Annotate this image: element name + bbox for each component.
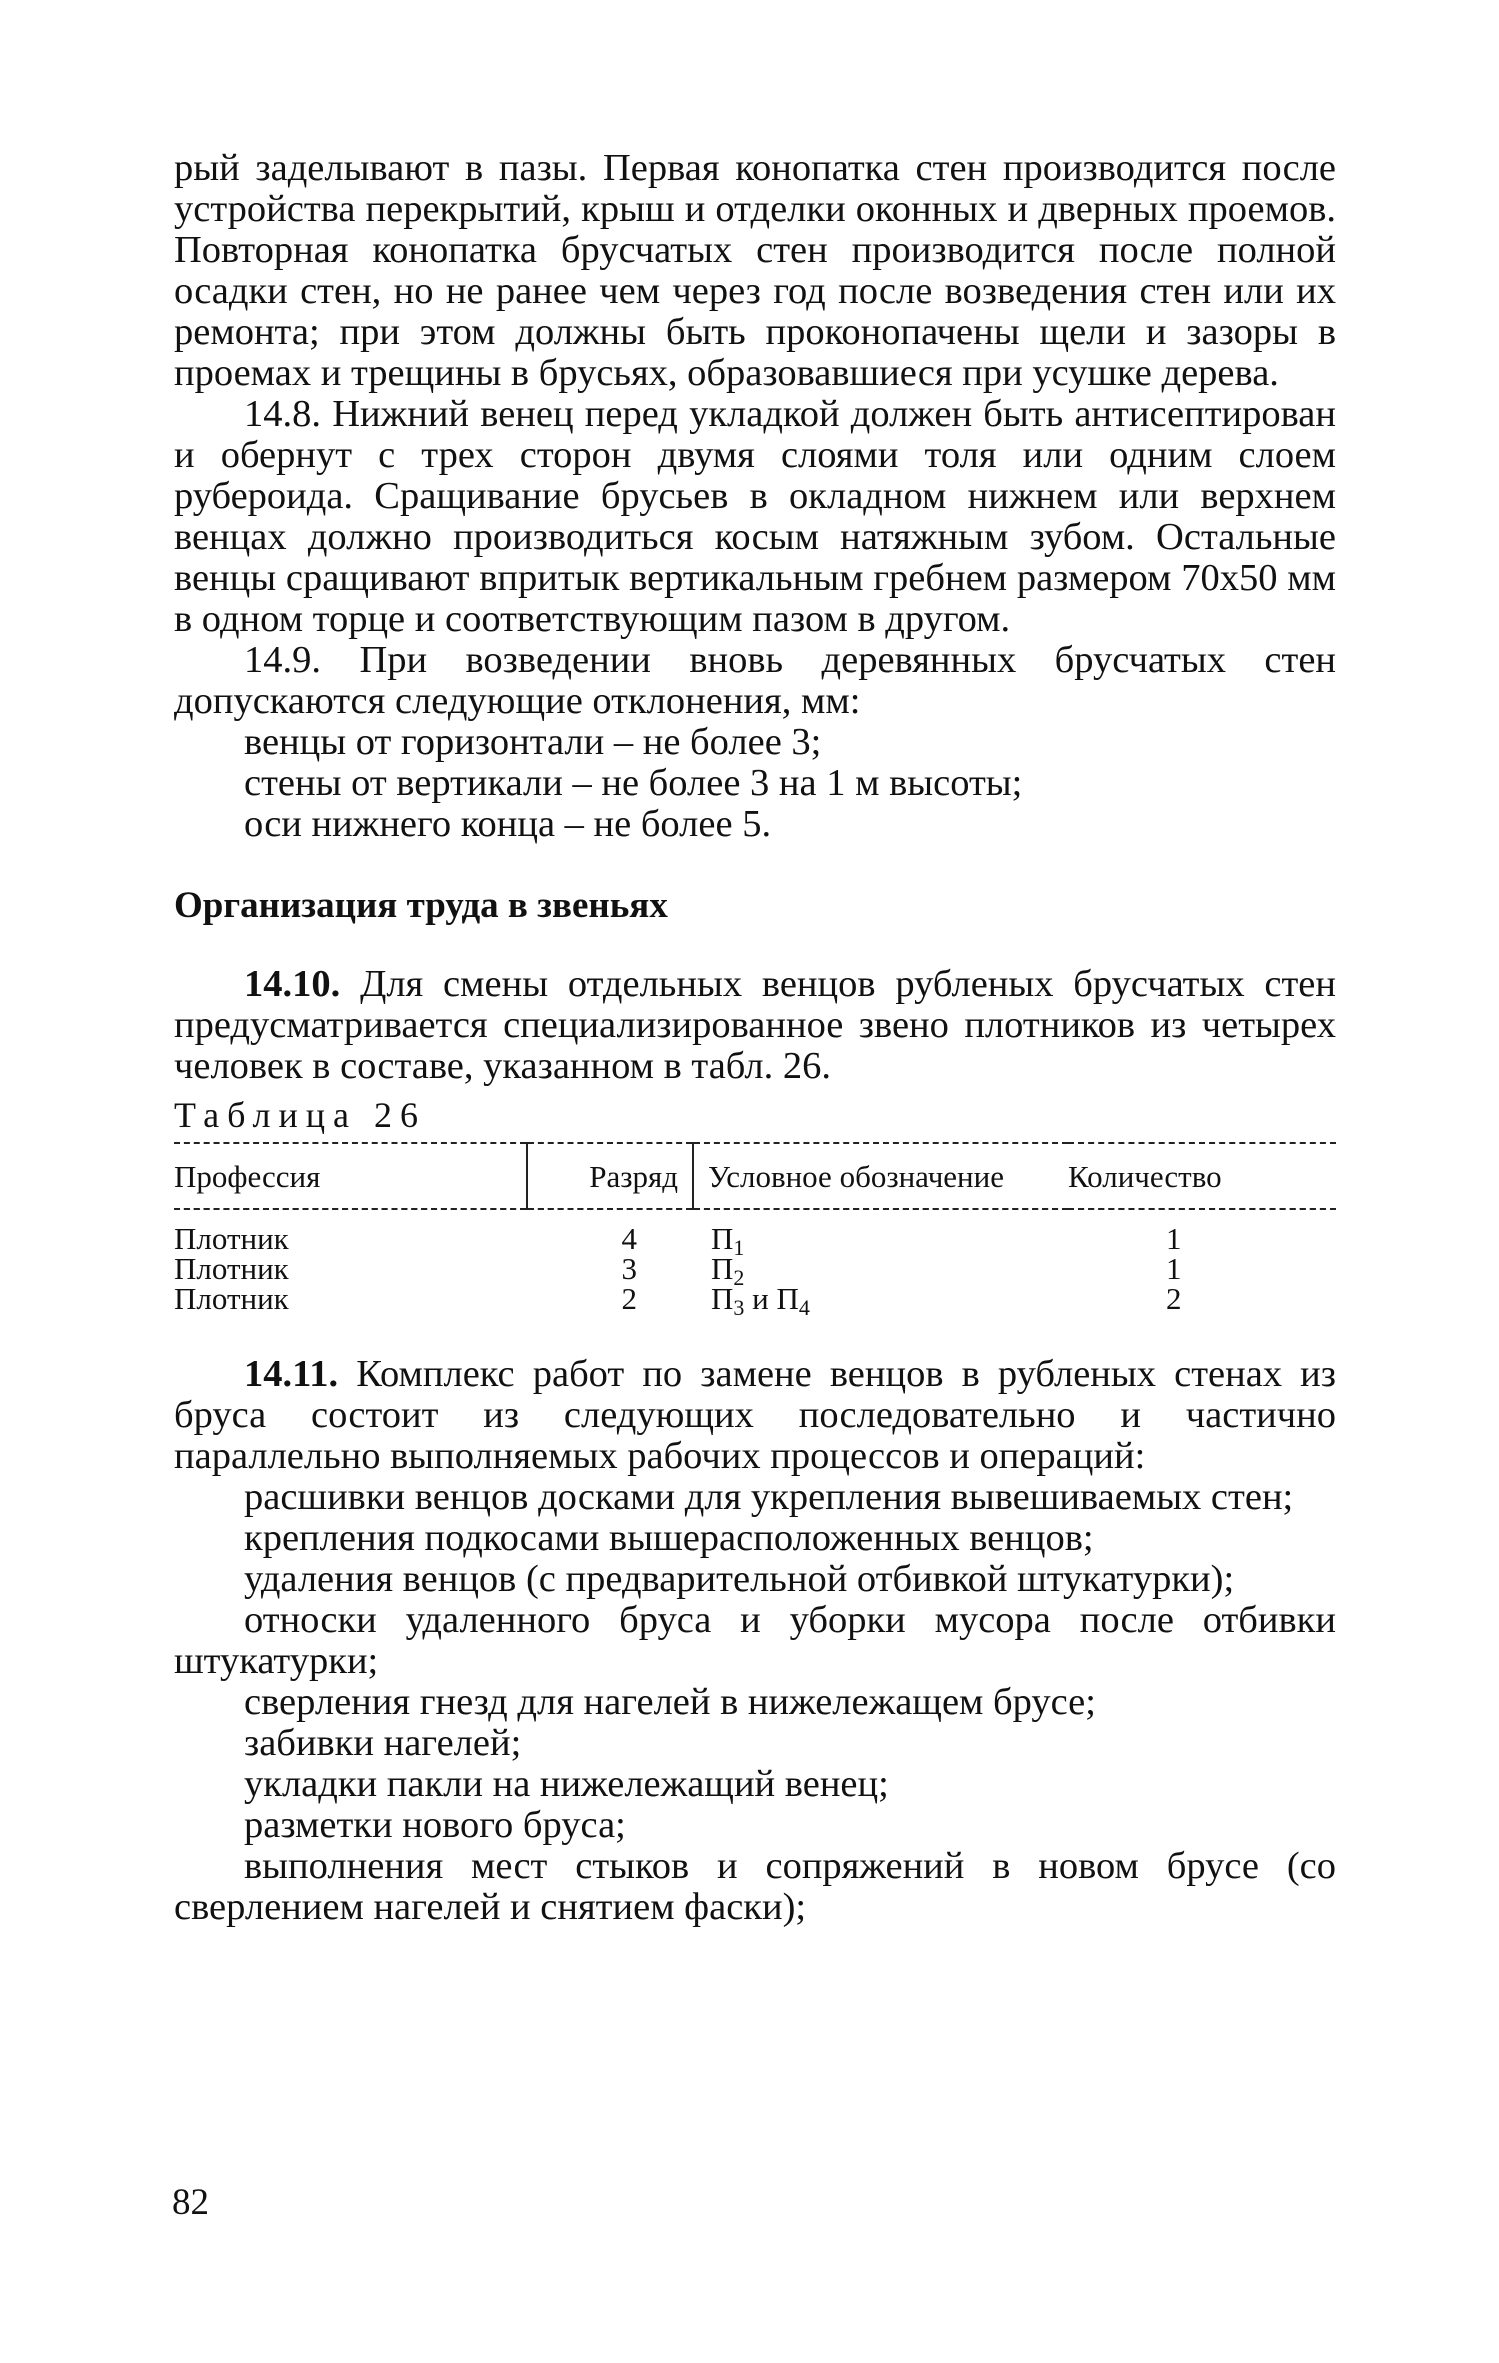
list-item: удаления венцов (с предварительной отбивкой штукатурки); bbox=[244, 1558, 1235, 1600]
cell-code: $П_2$ bbox=[711, 1251, 745, 1290]
table-header-row bbox=[174, 1143, 1336, 1209]
clause-number: 14.9. bbox=[244, 639, 321, 681]
cell-quantity: 1 bbox=[1166, 1221, 1182, 1256]
paragraph-14-9 bbox=[174, 640, 1336, 722]
paragraph-14-8 bbox=[174, 394, 1336, 640]
cell-rank: 3 bbox=[621, 1251, 637, 1286]
page-number: 82 bbox=[172, 2182, 209, 2223]
paragraph-14-10 bbox=[174, 964, 1336, 1087]
table-row bbox=[174, 1209, 1336, 1254]
header-rank: Разряд bbox=[527, 1143, 693, 1209]
clause-number: 14.10. bbox=[244, 963, 341, 1005]
table-row bbox=[174, 1284, 1336, 1314]
list-item: относки удаленного бруса и уборки мусора после отбивки штукатурки; bbox=[174, 1599, 1336, 1682]
cell-quantity: 2 bbox=[1166, 1281, 1182, 1316]
list-item: сверления гнезд для нагелей в нижележащем брусе; bbox=[244, 1681, 1096, 1723]
list-item: венцы от горизонтали – не более 3; bbox=[244, 721, 822, 763]
cell-profession: Плотник bbox=[174, 1251, 289, 1286]
crew-table bbox=[174, 1142, 1336, 1320]
clause-text: Комплекс работ по замене венцов в рубленых стенах из бруса состоит из следующих последовательно и частично параллельно выполняемых рабочих процессов и операций: bbox=[174, 1353, 1336, 1477]
list-item: выполнения мест стыков и сопряжений в новом брусе (со сверлением нагелей и снятием фаски); bbox=[174, 1845, 1336, 1928]
clause-number: 14.11. bbox=[244, 1353, 339, 1395]
cell-code: $П_1$ bbox=[711, 1221, 745, 1260]
list-item: забивки нагелей; bbox=[244, 1722, 522, 1764]
paragraph-14-11 bbox=[174, 1354, 1336, 1477]
table-caption: Таблица 26 bbox=[174, 1095, 426, 1135]
list-item: разметки нового бруса; bbox=[244, 1804, 626, 1846]
cell-profession: Плотник bbox=[174, 1221, 289, 1256]
list-item: расшивки венцов досками для укрепления вывешиваемых стен; bbox=[244, 1476, 1294, 1518]
cell-quantity: 1 bbox=[1166, 1251, 1182, 1286]
cell-rank: 4 bbox=[621, 1221, 637, 1256]
cell-profession: Плотник bbox=[174, 1281, 289, 1316]
clause-number: 14.8. bbox=[244, 393, 321, 435]
header-quantity: Количество bbox=[1068, 1143, 1336, 1209]
list-item: стены от вертикали – не более 3 на 1 м высоты; bbox=[244, 762, 1023, 804]
clause-text: Для смены отдельных венцов рубленых брусчатых стен предусматривается специализированное звено плотников из четырех человек в составе, указанном в табл. 26. bbox=[174, 963, 1337, 1087]
text-column bbox=[174, 148, 1336, 1928]
table-row bbox=[174, 1254, 1336, 1284]
cell-rank: 2 bbox=[621, 1281, 637, 1316]
list-item: укладки пакли на нижележащий венец; bbox=[244, 1763, 889, 1805]
list-item: крепления подкосами вышерасположенных венцов; bbox=[244, 1517, 1094, 1559]
clause-text: Нижний венец перед укладкой должен быть антисептирован и обернут с трех сторон двумя слоями толя или одним слоем рубероида. Сращивание брусьев в окладном нижнем или верхнем венцах должно производиться косым натяжным зубом. Остальные венцы сращивают впритык вертикальным гребнем размером 70х50 мм в одном торце и соответствующим пазом в другом. bbox=[174, 393, 1337, 640]
clause-text: При возведении вновь деревянных брусчатых стен допускаются следующие отклонения, мм: bbox=[174, 639, 1337, 722]
cell-code: $П_3$ и $П_4$ bbox=[711, 1281, 810, 1320]
section-heading: Организация труда в звеньях bbox=[174, 885, 668, 926]
paragraph-continuation: рый заделывают в пазы. Первая конопатка стен производится после устройства перекрытий, крыш и отделки оконных и дверных проемов. Повторная конопатка брусчатых стен производится после полной осадки стен, но не ранее чем через год после возведения стен или их ремонта; при этом должны быть проконопачены щели и зазоры в проемах и трещины в брусьях, образовавшиеся при усушке дерева. bbox=[174, 147, 1336, 394]
header-profession: Профессия bbox=[174, 1143, 527, 1209]
list-item: оси нижнего конца – не более 5. bbox=[244, 803, 772, 845]
header-code: Условное обозначение bbox=[693, 1143, 1068, 1209]
